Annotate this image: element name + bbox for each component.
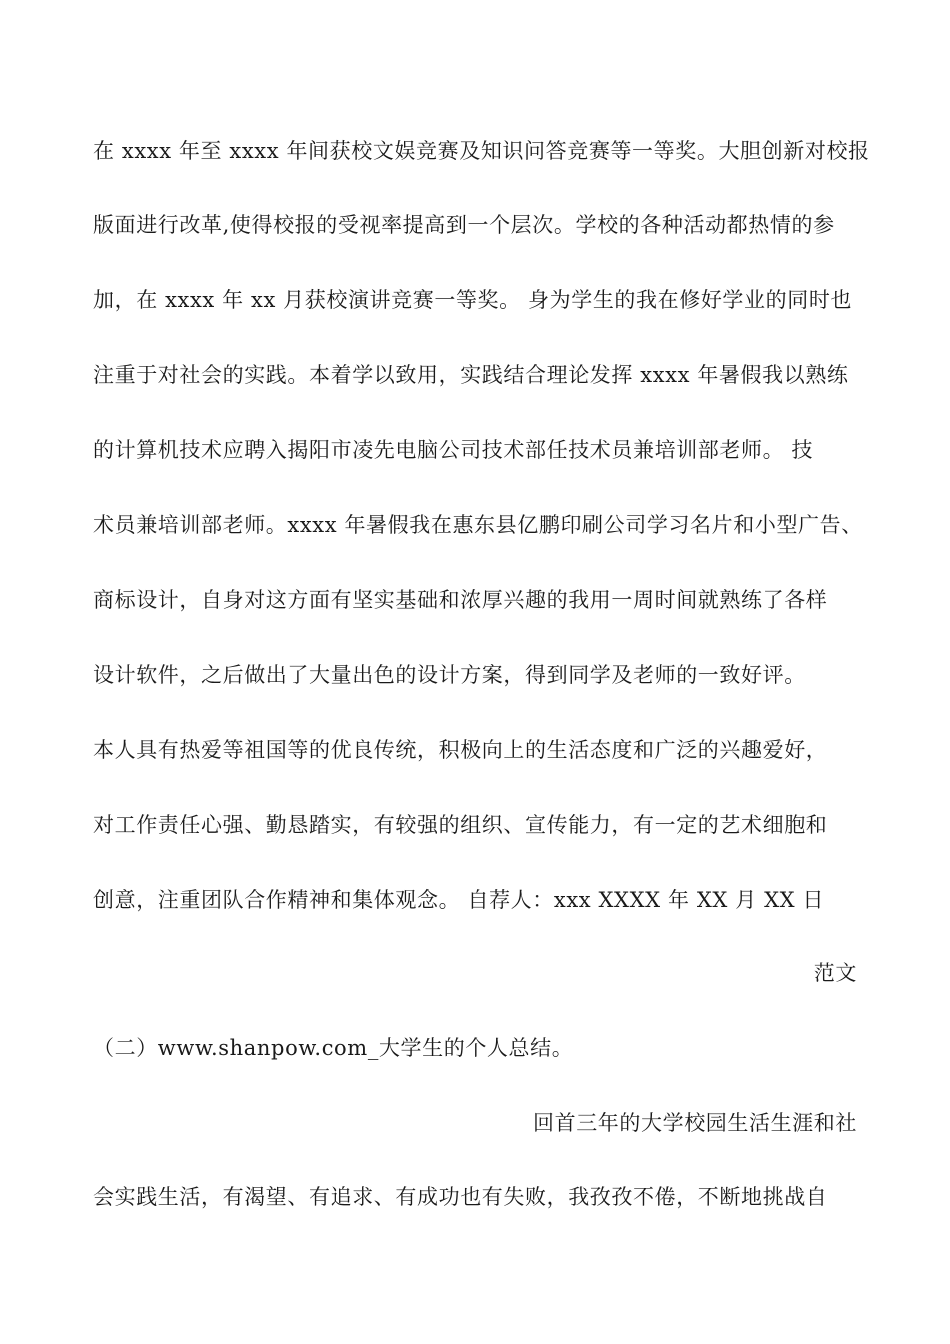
fanwen-label: 范文 xyxy=(813,961,857,985)
paragraph-line-3: 加，在 xxxx 年 xx 月获校演讲竞赛一等奖。 身为学生的我在修好学业的同时也 xyxy=(93,288,853,312)
paragraph-line-5: 的计算机技术应聘入揭阳市凌先电脑公司技术部任技术员兼培训部老师。 技 xyxy=(93,438,814,462)
paragraph-line-6: 术员兼培训部老师。xxxx 年暑假我在惠东县亿鹏印刷公司学习名片和小型广告、 xyxy=(93,513,863,537)
paragraph-line-11: 创意，注重团队合作精神和集体观念。 自荐人：xxx XXXX 年 XX 月 XX 日 xyxy=(93,888,825,912)
paragraph-line-8: 设计软件，之后做出了大量出色的设计方案，得到同学及老师的一致好评。 xyxy=(93,663,806,687)
paragraph-line-7: 商标设计，自身对这方面有坚实基础和浓厚兴趣的我用一周时间就熟练了各样 xyxy=(93,588,828,612)
paragraph-line-2: 版面进行改革,使得校报的受视率提高到一个层次。学校的各种活动都热情的参 xyxy=(93,213,835,237)
section-heading: （二）www.shanpow.com_大学生的个人总结。 xyxy=(93,1036,574,1060)
paragraph-line-1: 在 xxxx 年至 xxxx 年间获校文娱竞赛及知识问答竞赛等一等奖。大胆创新对校报 xyxy=(93,139,870,163)
paragraph-line-10: 对工作责任心强、勤恳踏实，有较强的组织、宣传能力，有一定的艺术细胞和 xyxy=(93,813,828,837)
paragraph-line-4: 注重于对社会的实践。本着学以致用，实践结合理论发挥 xxxx 年暑假我以熟练 xyxy=(93,363,849,387)
paragraph-last-line: 会实践生活，有渴望、有追求、有成功也有失败，我孜孜不倦，不断地挑战自 xyxy=(93,1185,828,1209)
indented-line: 回首三年的大学校园生活生涯和社 xyxy=(533,1111,857,1135)
paragraph-line-9: 本人具有热爱等祖国等的优良传统，积极向上的生活态度和广泛的兴趣爱好， xyxy=(93,738,828,762)
